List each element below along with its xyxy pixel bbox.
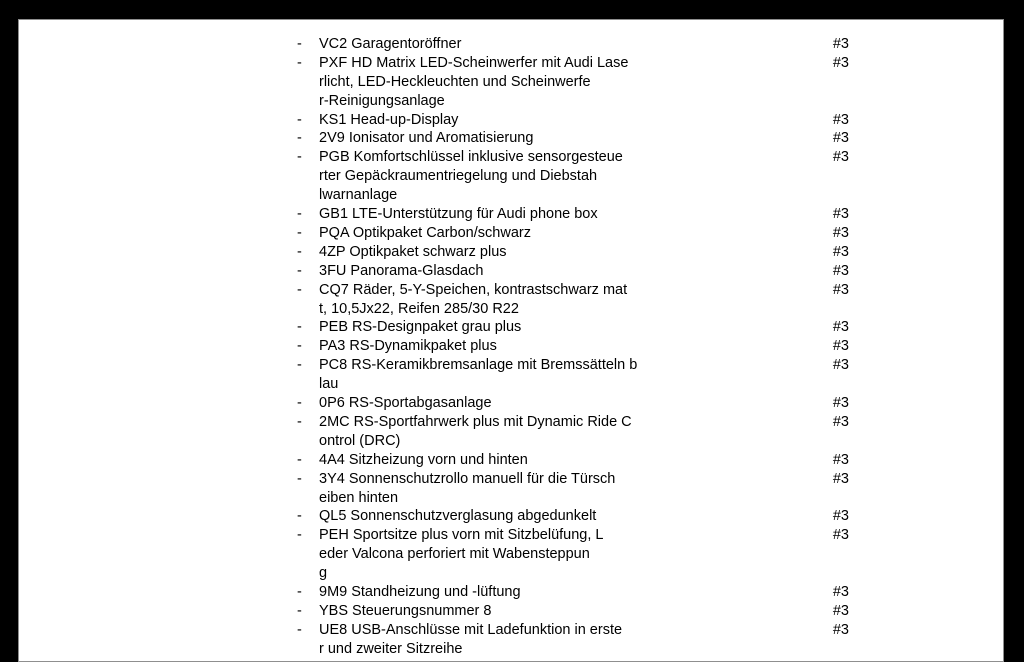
bullet-dash: -: [297, 395, 302, 412]
bullet-dash: -: [297, 413, 302, 430]
option-text: [319, 148, 808, 205]
option-line: PEH Sportsitze plus vorn mit Sitzbelüfung, L: [319, 527, 604, 544]
option-text: [319, 111, 808, 130]
option-text: [319, 470, 808, 508]
option-flag: #3: [832, 319, 849, 336]
option-line: GB1 LTE-Unterstützung für Audi phone box: [319, 206, 598, 223]
option-text: [319, 356, 808, 394]
option-item: [297, 318, 849, 337]
bullet-dash: -: [297, 224, 302, 241]
option-flag: #3: [832, 508, 849, 525]
options-list: [297, 35, 849, 659]
option-flag: #3: [832, 149, 849, 166]
option-item: [297, 394, 849, 413]
option-line: PC8 RS-Keramikbremsanlage mit Bremssätteln b: [319, 357, 638, 374]
option-flag: #3: [832, 413, 849, 430]
option-item: [297, 243, 849, 262]
option-item: [297, 281, 849, 319]
bullet-dash: -: [297, 130, 302, 147]
option-text: [319, 224, 808, 243]
option-line: lwarnanlage: [319, 187, 398, 204]
option-flag: #3: [832, 527, 849, 544]
option-text: [319, 281, 808, 319]
option-text: [319, 451, 808, 470]
option-text: [319, 205, 808, 224]
option-item: [297, 148, 849, 205]
option-text: [319, 35, 808, 54]
bullet-dash: -: [297, 54, 302, 71]
option-item: [297, 205, 849, 224]
option-text: [319, 54, 808, 111]
option-item: [297, 621, 849, 659]
bullet-dash: -: [297, 243, 302, 260]
bullet-dash: -: [297, 149, 302, 166]
option-text: [319, 243, 808, 262]
option-text: [319, 262, 808, 281]
option-flag: #3: [832, 36, 849, 52]
option-line: PXF HD Matrix LED-Scheinwerfer mit Audi Lase: [319, 54, 629, 71]
option-line: CQ7 Räder, 5-Y-Speichen, kontrastschwarz mat: [319, 281, 628, 298]
option-text: [319, 129, 808, 148]
option-item: [297, 470, 849, 508]
option-line: 0P6 RS-Sportabgasanlage: [319, 395, 492, 412]
option-line: eiben hinten: [319, 489, 399, 506]
option-line: 3Y4 Sonnenschutzrollo manuell für die Türsch: [319, 470, 616, 487]
option-flag: #3: [832, 602, 849, 619]
option-item: [297, 35, 849, 54]
option-line: ontrol (DRC): [319, 432, 401, 449]
option-line: QL5 Sonnenschutzverglasung abgedunkelt: [319, 508, 597, 525]
option-item: [297, 337, 849, 356]
option-line: eder Valcona perforiert mit Wabensteppun: [319, 546, 590, 563]
option-item: [297, 224, 849, 243]
bullet-dash: -: [297, 508, 302, 525]
bullet-dash: -: [297, 338, 302, 355]
option-line: PQA Optikpaket Carbon/schwarz: [319, 224, 531, 241]
bullet-dash: -: [297, 470, 302, 487]
option-text: [319, 526, 808, 583]
option-text: [319, 507, 808, 526]
option-text: [319, 318, 808, 337]
option-flag: #3: [832, 111, 849, 128]
option-line: 3FU Panorama-Glasdach: [319, 262, 484, 279]
document-page: [18, 19, 1004, 662]
bullet-dash: -: [297, 602, 302, 619]
option-flag: #3: [832, 262, 849, 279]
bullet-dash: -: [297, 357, 302, 374]
option-line: UE8 USB-Anschlüsse mit Ladefunktion in erste: [319, 621, 623, 638]
option-line: r-Reinigungsanlage: [319, 92, 445, 109]
option-line: t, 10,5Jx22, Reifen 285/30 R22: [319, 300, 519, 317]
option-line: 2V9 Ionisator und Aromatisierung: [319, 130, 534, 147]
bullet-dash: -: [297, 111, 302, 128]
option-item: [297, 526, 849, 583]
option-flag: #3: [832, 584, 849, 601]
option-line: KS1 Head-up-Display: [319, 111, 459, 128]
option-flag: #3: [832, 395, 849, 412]
option-item: [297, 54, 849, 111]
bullet-dash: -: [297, 206, 302, 223]
option-line: PEB RS-Designpaket grau plus: [319, 319, 522, 336]
option-flag: #3: [832, 338, 849, 355]
option-line: g: [319, 565, 328, 582]
option-text: [319, 583, 808, 602]
option-flag: #3: [832, 206, 849, 223]
bullet-dash: -: [297, 527, 302, 544]
option-item: [297, 262, 849, 281]
bullet-dash: -: [297, 36, 302, 52]
option-line: 4ZP Optikpaket schwarz plus: [319, 243, 507, 260]
bullet-dash: -: [297, 584, 302, 601]
option-item: [297, 602, 849, 621]
option-flag: #3: [832, 130, 849, 147]
option-line: r und zweiter Sitzreihe: [319, 640, 463, 657]
option-flag: #3: [832, 357, 849, 374]
option-line: rlicht, LED-Heckleuchten und Scheinwerfe: [319, 73, 591, 90]
option-line: 9M9 Standheizung und -lüftung: [319, 584, 521, 601]
option-text: [319, 602, 808, 621]
option-flag: #3: [832, 224, 849, 241]
bullet-dash: -: [297, 262, 302, 279]
option-flag: #3: [832, 451, 849, 468]
option-line: PA3 RS-Dynamikpaket plus: [319, 338, 497, 355]
option-item: [297, 507, 849, 526]
option-line: 2MC RS-Sportfahrwerk plus mit Dynamic Ride C: [319, 413, 632, 430]
option-item: [297, 413, 849, 451]
bullet-dash: -: [297, 621, 302, 638]
option-flag: #3: [832, 470, 849, 487]
option-flag: #3: [832, 281, 849, 298]
option-text: [319, 394, 808, 413]
option-line: 4A4 Sitzheizung vorn und hinten: [319, 451, 528, 468]
option-line: rter Gepäckraumentriegelung und Diebstah: [319, 168, 598, 185]
option-text: [319, 621, 808, 659]
bullet-dash: -: [297, 451, 302, 468]
option-line: VC2 Garagentoröffner: [319, 36, 462, 52]
option-item: [297, 129, 849, 148]
option-flag: #3: [832, 621, 849, 638]
option-item: [297, 583, 849, 602]
option-text: [319, 413, 808, 451]
option-text: [319, 337, 808, 356]
option-item: [297, 356, 849, 394]
bullet-dash: -: [297, 319, 302, 336]
option-line: lau: [319, 376, 339, 393]
option-line: PGB Komfortschlüssel inklusive sensorgesteue: [319, 149, 623, 166]
option-flag: #3: [832, 243, 849, 260]
option-line: YBS Steuerungsnummer 8: [319, 602, 492, 619]
option-flag: #3: [832, 54, 849, 71]
option-item: [297, 111, 849, 130]
option-item: [297, 451, 849, 470]
bullet-dash: -: [297, 281, 302, 298]
